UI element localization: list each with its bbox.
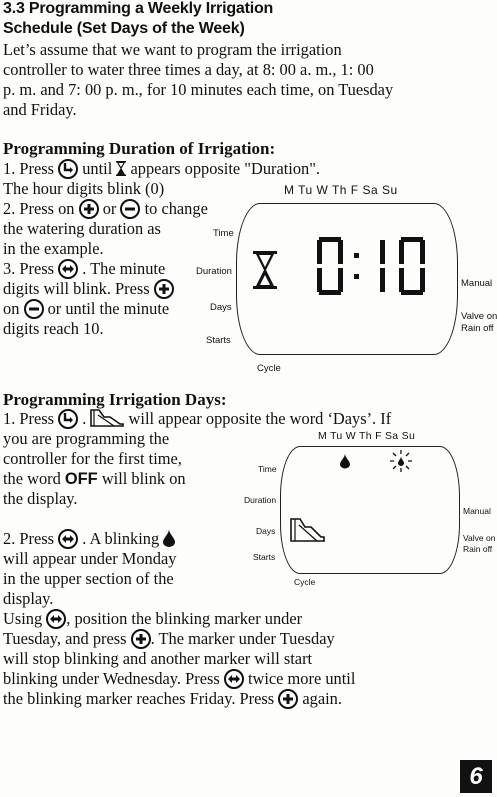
left-right-arrow-icon: [58, 259, 78, 279]
label-starts: Starts: [206, 335, 231, 346]
step-text: to change: [144, 199, 208, 218]
days-heading: Programming Irrigation Days:: [3, 390, 227, 409]
step-text: until: [82, 159, 113, 178]
days-step1: [3, 409, 391, 429]
step-text: Tuesday, and press: [3, 629, 127, 648]
water-drop-icon: [163, 529, 175, 547]
duration-step2: [3, 199, 208, 219]
days-step1-line4: [3, 469, 186, 489]
label-days: Days: [256, 526, 276, 536]
step-text: twice more until: [247, 669, 356, 688]
duration-step1-line2: The hour digits blink (0): [3, 179, 165, 198]
step-text: Using: [3, 609, 43, 628]
sun-icon: [389, 449, 413, 473]
days-hand-icon: [289, 517, 325, 543]
label-valve-on: Valve on: [463, 533, 496, 543]
using-line2: [3, 629, 335, 649]
step-text: again.: [302, 689, 342, 708]
page-number: 6: [460, 760, 492, 793]
left-right-arrow-icon: [224, 669, 244, 689]
step-text: . The minute: [82, 259, 166, 278]
duration-step2-line2: the watering duration as: [3, 219, 161, 238]
hourglass-icon: [116, 161, 126, 176]
label-days: Days: [210, 302, 232, 313]
minus-icon: [120, 199, 140, 219]
label-cycle: Cycle: [294, 577, 316, 587]
plus-icon: [154, 279, 174, 299]
step-text: 1. Press: [3, 409, 54, 428]
minus-icon: [24, 299, 44, 319]
duration-step3-line2: [3, 279, 174, 299]
duration-step3-line4: digits reach 10.: [3, 319, 104, 338]
step-text: 1. Press: [3, 159, 54, 178]
step-text: . The marker under Tuesday: [150, 629, 335, 648]
label-valve-on: Valve on: [461, 311, 497, 322]
hourglass-icon: [252, 250, 278, 290]
off-word: OFF: [64, 470, 98, 488]
step-text: the word: [3, 469, 61, 488]
plus-icon: [278, 689, 298, 709]
intro-line: and Friday.: [3, 100, 77, 119]
plus-icon: [79, 199, 99, 219]
step-text: or: [102, 199, 117, 218]
left-right-arrow-icon: [46, 609, 66, 629]
label-time: Time: [258, 464, 277, 474]
days-step2-line4: display.: [3, 589, 54, 608]
step-text: appears opposite "Duration".: [130, 159, 321, 178]
duration-heading: Programming Duration of Irrigation:: [3, 139, 276, 158]
days-step2: [3, 529, 175, 549]
step-text: . A blinking: [82, 529, 160, 548]
weekday-row: M Tu W Th F Sa Su: [284, 183, 398, 197]
duration-step1: [3, 159, 320, 179]
step-text: on: [3, 299, 20, 318]
label-manual: Manual: [463, 506, 491, 516]
lcd-frame: [280, 446, 460, 574]
intro-line: p. m. and 7: 00 p. m., for 10 minutes each time, on Tuesday: [3, 80, 394, 99]
label-starts: Starts: [253, 552, 276, 562]
next-button-icon: [58, 159, 78, 179]
weekday-row: M Tu W Th F Sa Su: [318, 430, 416, 442]
label-duration: Duration: [244, 495, 277, 505]
duration-step3-line3: [3, 299, 169, 319]
using-line1: [3, 609, 302, 629]
using-line4: [3, 669, 355, 689]
duration-step3: [3, 259, 165, 279]
step-text: 2. Press: [3, 529, 54, 548]
days-step1-line5: the display.: [3, 489, 78, 508]
label-rain-off: Rain off: [461, 323, 494, 334]
step-text: the blinking marker reaches Friday. Press: [3, 689, 275, 708]
step-text: will appear opposite the word ‘Days’. If: [128, 409, 392, 428]
label-cycle: Cycle: [257, 363, 281, 374]
label-manual: Manual: [461, 278, 493, 289]
step-text: blinking under Wednesday. Press: [3, 669, 220, 688]
days-step1-line3: controller for the first time,: [3, 449, 182, 468]
lcd-time-digits: [317, 237, 441, 295]
intro-line: Let’s assume that we want to program the irrigation: [3, 40, 342, 59]
days-hand-icon: [90, 409, 124, 427]
days-step2-line3: in the upper section of the: [3, 569, 174, 588]
plus-icon: [131, 629, 151, 649]
step-text: .: [82, 409, 87, 428]
water-drop-icon: [340, 453, 350, 469]
duration-step2-line3: in the example.: [3, 239, 104, 258]
days-step1-line2: you are programming the: [3, 429, 170, 448]
step-text: 2. Press on: [3, 199, 75, 218]
using-line3: will stop blinking and another marker will start: [3, 649, 313, 668]
step-text: will blink on: [101, 469, 186, 488]
using-line5: [3, 689, 342, 709]
left-right-arrow-icon: [58, 529, 78, 549]
days-step2-line2: will appear under Monday: [3, 549, 177, 568]
step-text: digits will blink. Press: [3, 279, 150, 298]
label-time: Time: [213, 228, 234, 239]
step-text: 3. Press: [3, 259, 54, 278]
label-rain-off: Rain off: [463, 544, 493, 554]
intro-line: controller to water three times a day, at 8: 00 a. m., 1: 00: [3, 60, 374, 79]
step-text: , position the blinking marker under: [66, 609, 303, 628]
step-text: or until the minute: [47, 299, 170, 318]
section-title-line2: Schedule (Set Days of the Week): [3, 20, 245, 37]
next-button-icon: [58, 409, 78, 429]
section-title-line1: 3.3 Programming a Weekly Irrigation: [3, 0, 274, 17]
label-duration: Duration: [196, 266, 232, 277]
